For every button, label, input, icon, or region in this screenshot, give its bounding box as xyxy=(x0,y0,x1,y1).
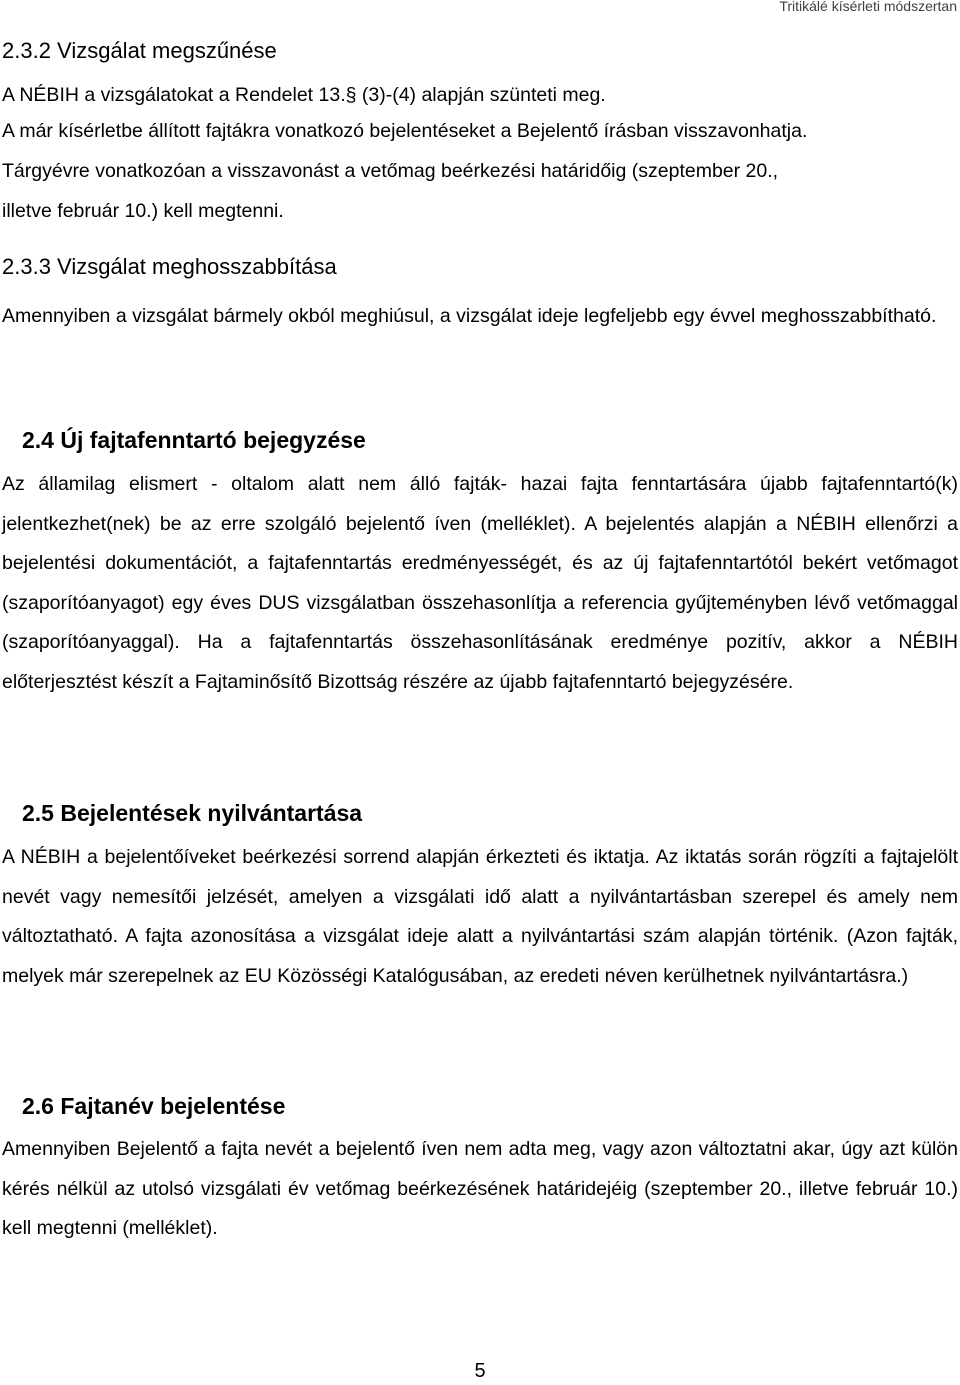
running-header: Tritikálé kísérleti módszertan xyxy=(779,0,957,14)
section-2-3-2-line-3: Tárgyévre vonatkozóan a visszavonást a vetőmag beérkezési határidőig (szeptember 20., xyxy=(2,160,779,182)
section-2-3-2-line-4: illetve február 10.) kell megtenni. xyxy=(2,200,284,222)
section-2-6-paragraph: Amennyiben Bejelentő a fajta nevét a bejelentő íven nem adta meg, vagy azon változtatni akar, úgy azt külön kérés nélkül az utolsó vizsgálati év vetőmag beérkezésének határidejéig (szeptember 20., illetve február 10.) kell megtenni (melléklet). xyxy=(2,1138,958,1239)
section-heading-2-3-3: 2.3.3 Vizsgálat meghosszabbítása xyxy=(2,254,337,279)
section-heading-2-5: 2.5 Bejelentések nyilvántartása xyxy=(22,800,363,826)
section-heading-2-6: 2.6 Fajtanév bejelentése xyxy=(22,1093,286,1119)
section-heading-2-3-2: 2.3.2 Vizsgálat megszűnése xyxy=(2,38,277,63)
section-heading-2-4: 2.4 Új fajtafenntartó bejegyzése xyxy=(22,427,366,453)
section-2-4-paragraph: Az államilag elismert - oltalom alatt nem álló fajták- hazai fajta fenntartására újabb fajtafenntartó(k) jelentkezhet(nek) be az erre szolgáló bejelentő íven (melléklet). A bejelentés alapján a NÉBIH ellenőrzi a bejelentési dokumentációt, a fajtafenntartás eredményességét, és az új fajtafenntartótól bekért vetőmagot (szaporítóanyagot) egy éves DUS vizsgálatban összehasonlítja a referencia gyűjteményben lévő vetőmaggal (szaporítóanyaggal). Ha a fajtafenntartás összehasonlításának eredménye pozitív, akkor a NÉBIH előterjesztést készít a Fajtaminősítő Bizottság részére az újabb fajtafenntartó bejegyzésére. xyxy=(2,473,958,693)
section-2-5-paragraph: A NÉBIH a bejelentőíveket beérkezési sorrend alapján érkezteti és iktatja. Az iktatás során rögzíti a fajtajelölt nevét vagy nemesítői jelzését, amelyen a vizsgálati idő alatt a nyilvántartásban szerepel és amely nem változtatható. A fajta azonosítása a vizsgálat ideje alatt a nyilvántartási szám alapján történik. (Azon fajták, melyek már szerepelnek az EU Közösségi Katalógusában, az eredeti néven kerülhetnek nyilvántartásra.) xyxy=(2,846,958,987)
section-2-3-2-line-2: A már kísérletbe állított fajtákra vonatkozó bejelentéseket a Bejelentő írásban visszavonhatja. xyxy=(2,120,808,142)
section-2-3-3-paragraph: Amennyiben a vizsgálat bármely okból meghiúsul, a vizsgálat ideje legfeljebb egy évvel meghosszabbítható. xyxy=(2,305,937,327)
page-number: 5 xyxy=(474,1360,486,1382)
section-2-3-2-line-1: A NÉBIH a vizsgálatokat a Rendelet 13.§ (3)-(4) alapján szünteti meg. xyxy=(2,84,606,106)
